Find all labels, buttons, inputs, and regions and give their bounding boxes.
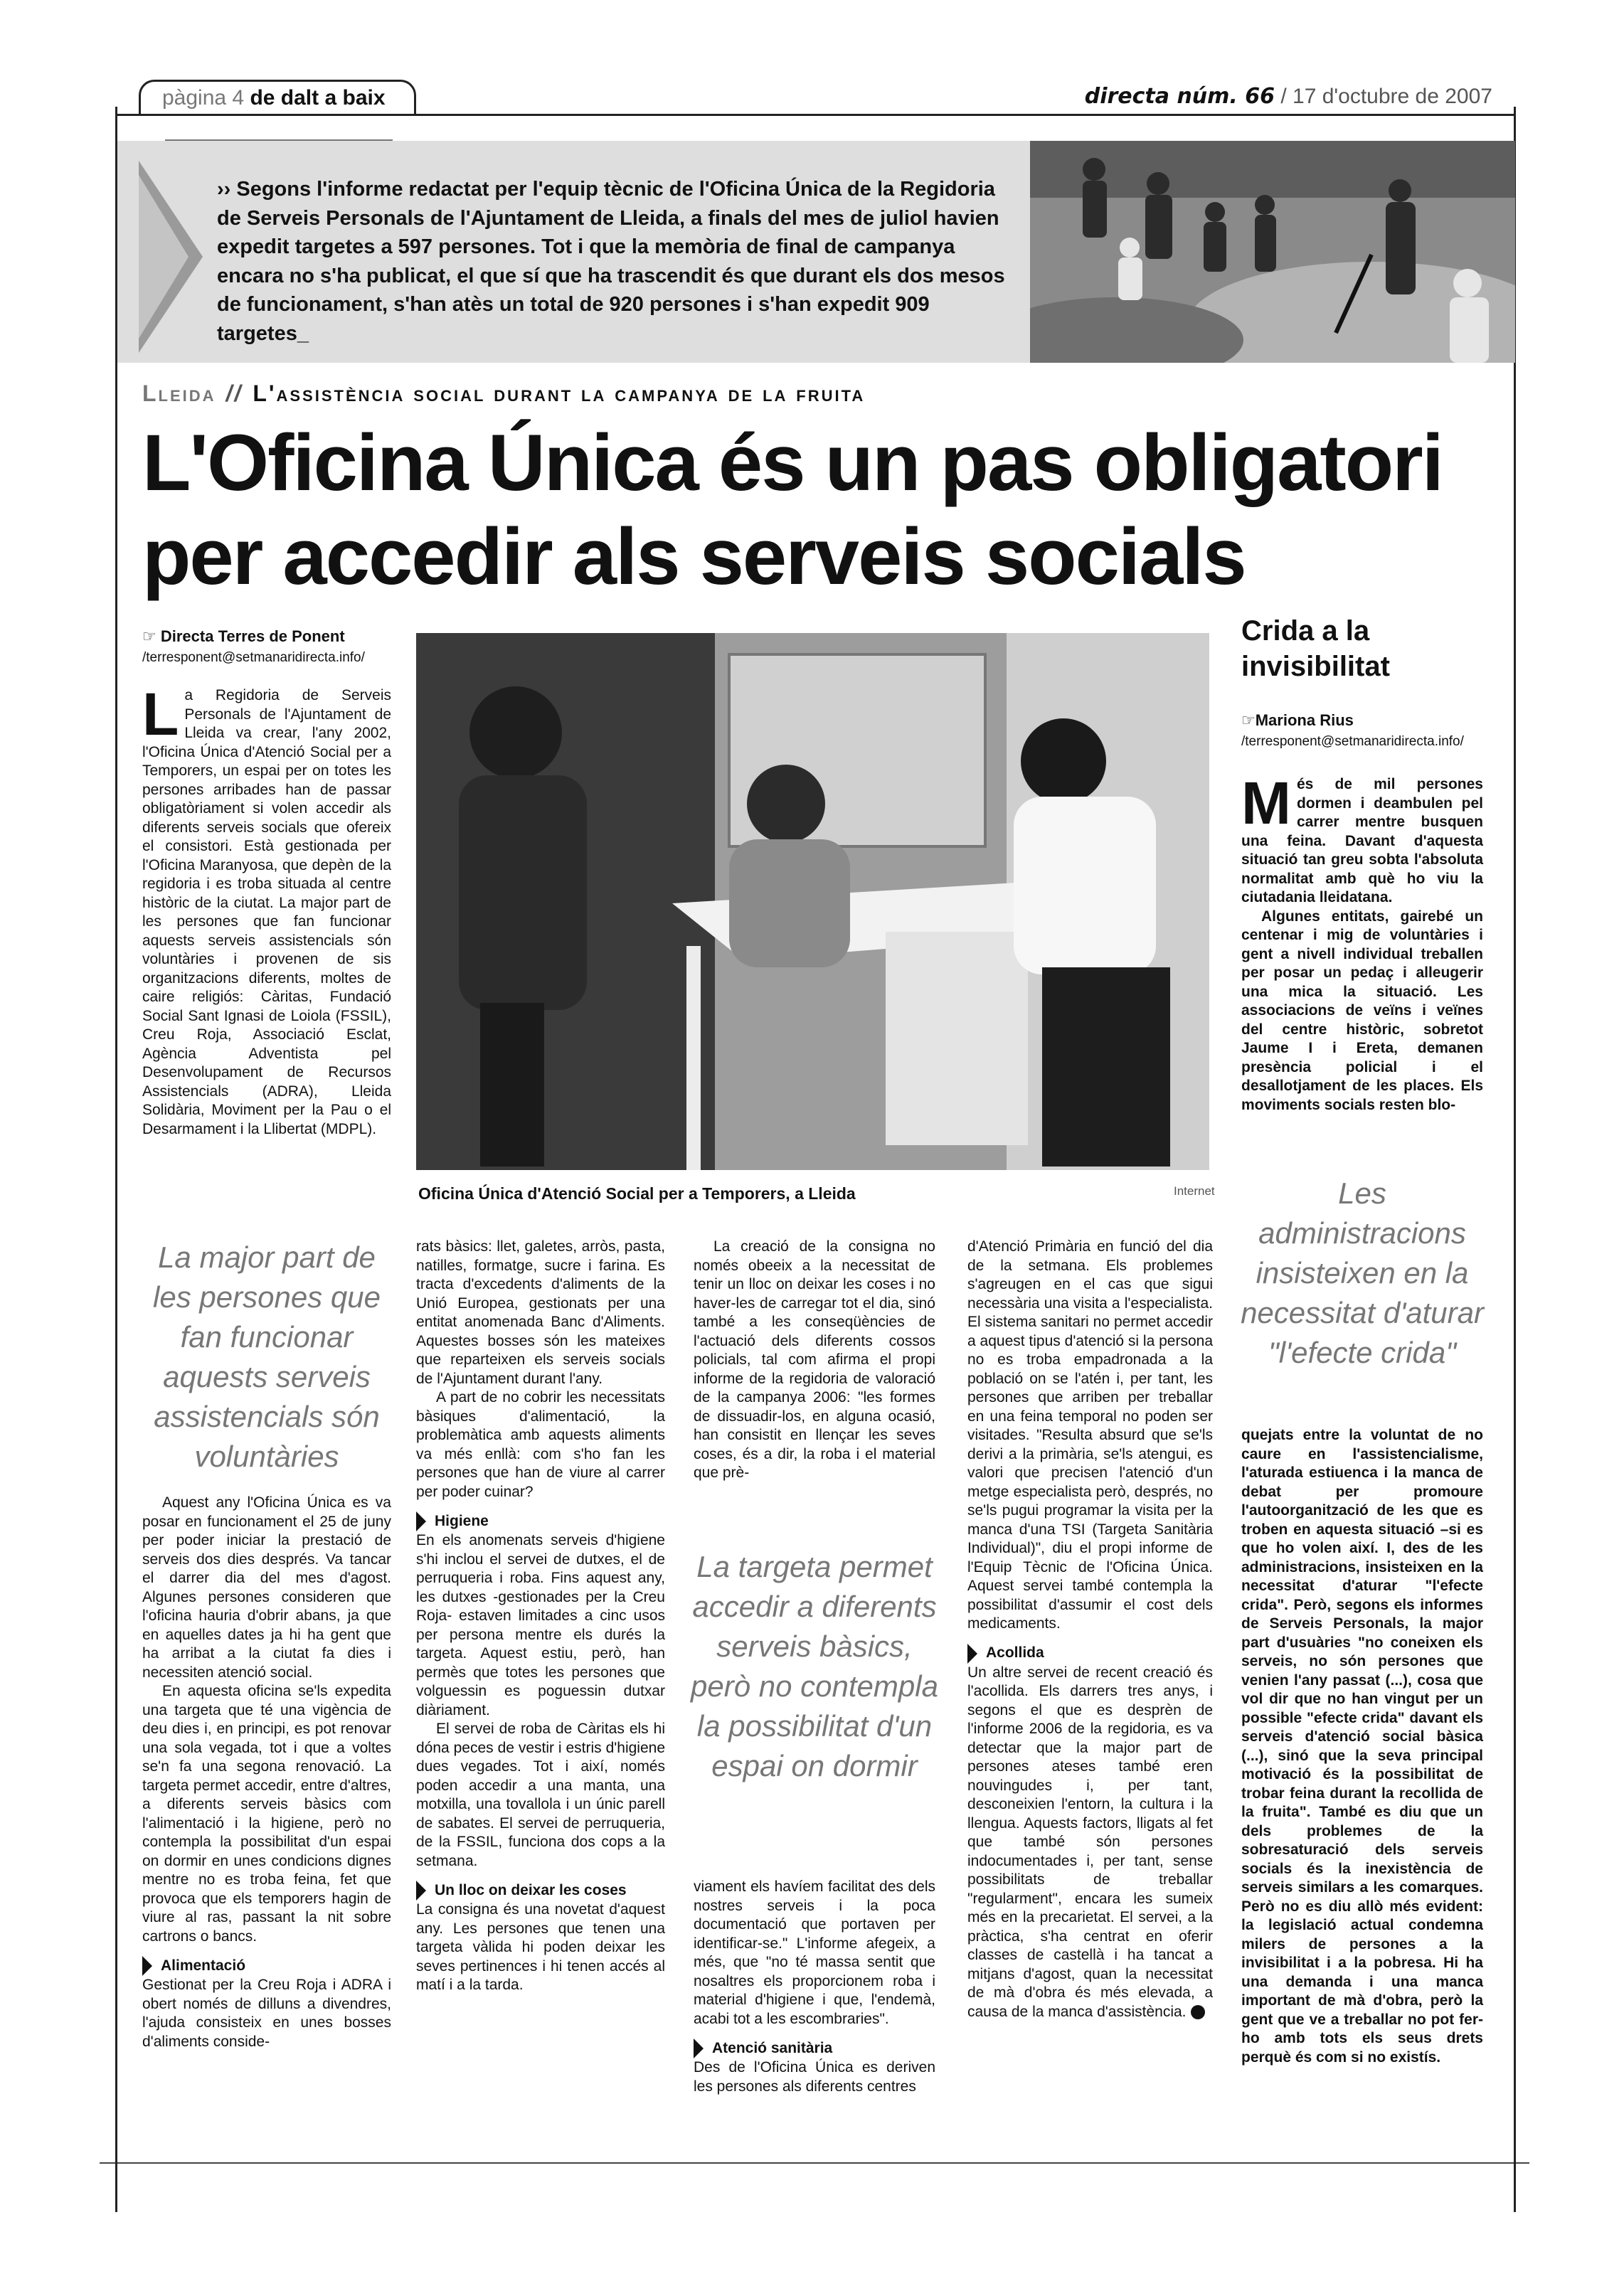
article-column-4 [967,1238,1213,2021]
footer-rule [100,2162,1529,2164]
pull-quote-1 [139,1238,395,1477]
kicker [142,381,865,407]
sidebar-pull-quote-text: Les administracions insisteixen en la necessitat d'aturar "l'efecte crida" [1241,1176,1484,1369]
article-intro: a Regidoria de Serveis Personals de l'Ajuntament de Lleida va crear, l'any 2002, l'Oficina Única d'Atenció Social per a Temporers, un espai per on totes les persones arribades han de passar obligatòriament si volen accedir als diferents serveis socials que ofereix el consistori. Està gestionada per l'Oficina Maranyosa, que depèn de la regidoria i es troba situada al centre històric de la ciutat. La major part de les persones que fan funcionar aquests serveis assistencials són voluntàries i provenen de sis organitzacions diferents, moltes de caire religiós: Càritas, Fundació Social Sant Ignasi de Loiola (FSSIL), Creu Roja, Associació Esclat, Agència Adventista pel Desenvolupament de Recursos Assistencials (ADRA), Lleida Solidària, Moviment per la Pau o el Desarmament i la Llibertat (MDPL). [142,687,391,1137]
article-column-1-bottom [142,1494,391,2051]
page-frame-right [1514,107,1516,2162]
header-rule [117,114,1515,116]
subhead-lloc [416,1881,665,1901]
pointing-hand-icon: ☞ [1241,711,1256,729]
byline-author: Directa Terres de Ponent [160,627,345,645]
crop-mark [1514,2134,1516,2212]
police-scene-image [1030,141,1515,363]
photo-credit: Internet [1174,1184,1215,1198]
article-paragraph: El servei de roba de Càritas els hi dóna peces de vestir i estris d'higiene dues vegades. Tot i així, només poden accedir a una manta, una motxilla, una tovallola i un únic parell de sabates. El servei de perruqueria, de la FSSIL, funciona dos cops a la setmana. [416,1721,665,1869]
pointing-hand-icon: ☞ [142,627,156,645]
pull-quote-1-text: La major part de les persones que fan funcionar aquests serveis assistencials són voluntàries [153,1240,381,1473]
subhead-label: Un lloc on deixar les coses [435,1881,627,1898]
triangle-icon [142,1956,152,1976]
subhead-alimentacio [142,1956,391,1976]
police-photo [1030,141,1515,363]
article-paragraph: Un altre servei de recent creació és l'acollida. Els darrers tres anys, i segons el que es desprèn de l'informe 2006 de la regidoria, es va detectar que la major part de persones ateses també eren nouvingudes i, per tant, desconeixien l'entorn, la cultura i la llengua. Aquests factors, lligats al fet que també són persones indocumentades i, per tant, sense possibilitats de treballar "regularment", encara les sumeix més en la precarietat. El servei, a la pràctica, s'ha centrat en oferir classes de castellà i ha tancat a mitjans d'agost, quan la necessitat de mà d'obra és més elevada, a causa de la manca d'assistència. [967,1664,1213,2020]
summary-rule [165,139,393,141]
headline-line1: L'Oficina Única és un pas obligatori [142,418,1443,507]
office-photo [416,633,1209,1170]
dropcap: L [142,681,179,748]
article-paragraph: Aquest any l'Oficina Única es va posar en funcionament el 25 de juny per poder iniciar la prestació de serveis dos dies després. Va tancar el darrer dia del mes d'agost. Algunes persones consideren que l'oficina hauria d'obrir abans, ja que en aquelles dates ja hi ha gent que ha arribat a la ciutat fa dies i necessiten atenció social. [142,1494,391,1681]
pull-quote-2 [686,1547,943,1786]
article-paragraph: La consigna és una novetat d'aquest any. Les persones que tenen una targeta vàlida hi poden deixar les seves pertinences i hi tenen accés al matí i a la tarda. [416,1901,665,1993]
subhead-label: Atenció sanitària [712,2039,833,2056]
byline-email[interactable]: /terresponent@setmanaridirecta.info/ [142,650,365,665]
byline [142,626,391,669]
chevron-icon [139,161,203,353]
issue-info [1085,83,1492,111]
triangle-icon [416,1881,426,1901]
article-column-2 [416,1238,665,1995]
end-of-article-icon [1191,2005,1205,2019]
kicker-location: Lleida [142,381,216,406]
article-column-1-top [142,681,391,1139]
crop-mark [115,2134,117,2212]
headline-line2: per accedir als serveis socials [142,512,1246,601]
photo-caption: Oficina Única d'Atenció Social per a Temporers, a Lleida [418,1184,856,1203]
sidebar-email[interactable]: /terresponent@setmanaridirecta.info/ [1241,734,1464,749]
headline [142,416,1515,604]
article-column-3-bottom [694,1878,935,2096]
triangle-icon [694,2039,704,2058]
sidebar-text-bottom [1241,1426,1483,2067]
kicker-topic: L'assistència social durant la campanya de la fruita [253,381,866,406]
summary-text: ›› Segons l'informe redactat per l'equip tècnic de l'Oficina Única de la Regidoria de Serveis Personals de l'Ajuntament de Lleida, a finals del mes de juliol havien expedit targetes a 597 persones. Tot i que la memòria de final de campanya encara no s'ha publicat, el que sí que ha trascendit és que durant els dos mesos de funcionament, s'han atès un total de 920 persones i s'han expedit 909 targetes_ [217,178,1005,345]
article-paragraph: Des de l'Oficina Única es deriven les persones als diferents centres [694,2059,935,2095]
issue-date: / 17 d'octubre de 2007 [1280,85,1492,108]
subhead-atencio [694,2039,935,2058]
triangle-icon [967,1644,977,1664]
triangle-icon [416,1511,426,1531]
sidebar-dropcap: M [1241,770,1291,836]
subhead-higiene [416,1511,665,1531]
article-column-3-top [694,1238,935,1483]
sidebar-paragraph: és de mil persones dormen i deambulen pel carrer mentre busquen una feina. Davant d'aquesta situació tan greu sobta l'absoluta normalitat amb què ho viu la ciutadania lleidatana. [1241,776,1483,905]
article-paragraph: rats bàsics: llet, galetes, arròs, pasta, natilles, formatge, sucre i farina. Es tracta d'excedents d'aliments de la Unió Europea, gestionats per una entitat anomenada Banc d'Aliments. Aquestes bosses són les mateixes que reparteixen els serveis socials de l'Ajuntament durant l'any. [416,1238,665,1387]
sidebar-byline [1241,710,1483,753]
sidebar-paragraph: quejats entre la voluntat de no caure en l'assistencialisme, l'aturada estiuenca i la manca de debat per promoure l'autoorganització de les que es troben en aquesta situació –si es que ho volen així. I, des de les administracions, insisteixen en la necessitat d'aturar "l'efecte crida". Però, segons els informes de Serveis Personals, la major part d'usuàries "no coneixen els serveis, no són persones que venien l'any passat (...), cosa que vol dir que no han vingut per un possible "efecte crida" davant els serveis d'atenció social bàsica (...), sinó que la seva principal motivació és la possibilitat de trobar feina durant la recollida de la fruita". També es diu que un dels problemes de la sobresaturació dels serveis socials és la inexistència de serveis similars a les comarques. Però no es diu allò més evident: la legislació actual condemna milers de persones a la invisibilitat i a la pobresa. Hi ha una demanda i una manca important de mà d'obra, però la gent que ve a treballar no pot fer-ho amb tots els seus drets perquè és com si no existís. [1241,1427,1483,2066]
office-scene-image [416,633,1209,1170]
subhead-label: Acollida [986,1644,1044,1662]
sidebar-pull-quote [1238,1174,1487,1373]
section-tab [139,80,416,115]
subhead-label: Higiene [435,1512,489,1529]
article-paragraph: En els anomenats serveis d'higiene s'hi inclou el servei de dutxes, el de perruqueria i roba. Fins aquest any, les dutxes -gestionades per la Creu Roja- estaven limitades a cinc usos per persona mentre els durés la targeta. Aquest estiu, però, han permès que totes les persones que volguessin es poguessin dutxar diàriament. [416,1532,665,1718]
article-paragraph: d'Atenció Primària en funció del dia de la setmana. Els problemes s'agreugen en el cas que sigui necessària una visita a l'especialista. El sistema sanitari no permet accedir a aquest tipus d'atenció si la persona no es troba empadronada a la població on se l'atén i, per tant, les persones que arriben per treballar en una feina temporal no poden ser visitades. "Resulta absurd que se'ls derivi a la primària, se'ls atengui, es valori que precisen l'atenció d'un metge especialista però, després, no se'ls pugui programar la visita per la manca d'una TSI (Targeta Sanitària Individual)", diu el propi informe de l'Equip Tècnic de l'Oficina Única. Aquest servei també contempla la possibilitat d'assumir el cost dels medicaments. [967,1238,1213,1632]
subhead-acollida [967,1644,1213,1664]
subhead-label: Alimentació [161,1957,246,1974]
page-label: pàgina 4 [162,86,245,110]
sidebar-author: Mariona Rius [1255,711,1354,729]
sidebar-text-top [1241,770,1483,1115]
magazine-name: directa núm. 66 [1084,84,1275,109]
article-paragraph: La creació de la consigna no només obeeix a la necessitat de tenir un lloc on deixar les coses i no haver-les de carregar tot el dia, sinó també a les conseqüències de l'actuació dels diferents cossos policials, tal com afirma el propi informe de la regidoria de valoració de la campanya 2006: "les formes de dissuadir-los, en alguna ocasió, han consistit en llençar les seves coses, és a dir, la roba i el material que prè- [694,1238,935,1481]
article-paragraph: En aquesta oficina se'ls expedita una targeta que té una vigència de deu dies i, en principi, es pot renovar una sola vegada, tot i que a voltes se'n fa una segona renovació. La targeta permet accedir, entre d'altres, a diferents serveis bàsics com l'alimentació i la higiene, però no contempla la possibilitat d'un espai on dormir en unes condicions dignes mentre no es troba feina, fet que provoca que els temporers hagin de viure al ras, passant la nit sobre cartrons o bancs. [142,1683,391,1945]
pull-quote-2-text: La targeta permet accedir a diferents serveis bàsics, però no contempla la possibilitat d'un espai on dormir [691,1550,938,1782]
article-paragraph: viament els havíem facilitat des dels nostres serveis i la poca documentació que portaven per identificar-se." L'informe afegeix, a més, que "no té massa sentit que nosaltres els proporcionem roba i material d'higiene i que, l'endemà, acabi tot a les escombraries". [694,1878,935,2027]
article-paragraph: Gestionat per la Creu Roja i ADRA i obert només de dilluns a divendres, l'ajuda consisteix en unes bosses d'aliments conside- [142,1977,391,2050]
kicker-separator: // [225,381,243,406]
article-paragraph: A part de no cobrir les necessitats bàsiques d'alimentació, la problemàtica amb aquests aliments va més enllà: com s'ho fan les persones que han de viure al carrer per poder cuinar? [416,1389,665,1500]
page-frame-left [115,107,117,2162]
sidebar-paragraph: Algunes entitats, gairebé un centenar i mig de voluntàries i gent a nivell individual treballen per posar un pedaç i alleugerir una mica la situació. Les associacions de veïns i veïnes del centre històric, sobretot Jaume I i Ereta, demanen presència policial i el desallotjament de les places. Els moviments socials resten blo- [1241,908,1483,1113]
sidebar-title: Crida a la invisibilitat [1241,615,1390,682]
section-name: de dalt a baix [250,86,386,110]
